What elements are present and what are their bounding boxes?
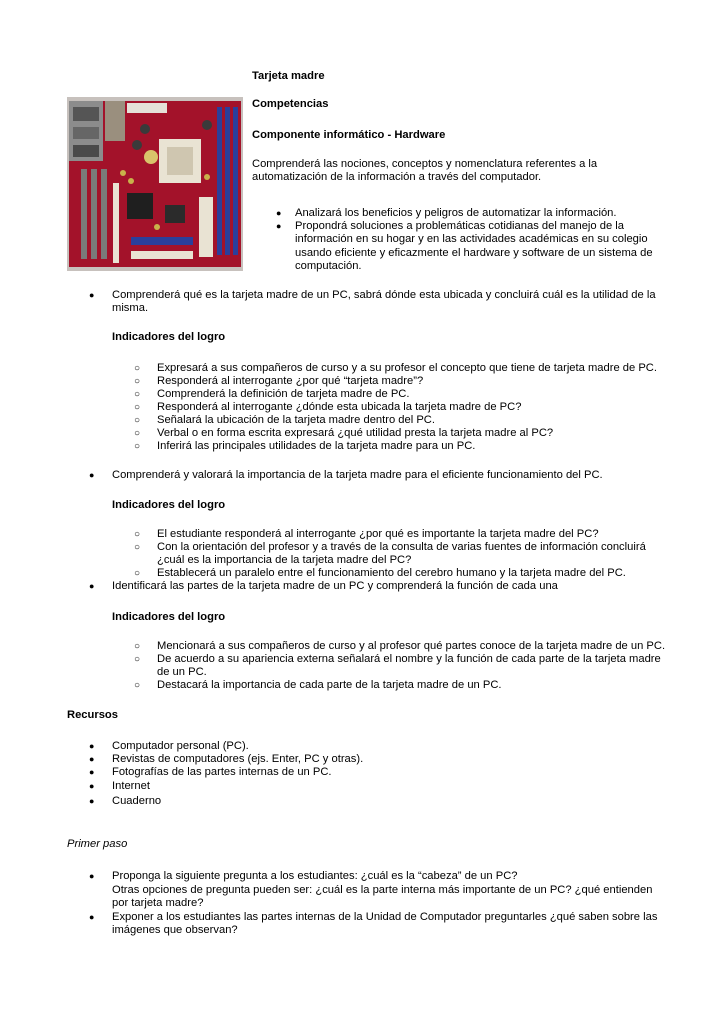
bullet-icon: ● [89, 796, 95, 806]
recurso-item: Revistas de computadores (ejs. Enter, PC y otras). [112, 753, 364, 765]
indicador-item: Con la orientación del profesor y a través de la consulta de varias fuentes de información concluirá ¿cuál es la importancia de la tarjeta madre del PC? [157, 541, 646, 567]
paso-item-continuation: Otras opciones de pregunta pueden ser: ¿cuál es la parte interna más importante de un PC? ¿qué entienden por tarjeta madre? [112, 884, 653, 910]
circle-bullet-icon: ○ [134, 680, 141, 691]
paso-item: Exponer a los estudiantes las partes internas de la Unidad de Computador preguntarles ¿qué saben sobre las imágenes que observan? [112, 911, 658, 937]
indicadores-heading: Indicadores del logro [112, 499, 226, 511]
competencia-bullet: Analizará los beneficios y peligros de automatizar la información. [295, 207, 617, 219]
indicador-item: Verbal o en forma escrita expresará ¿qué utilidad presta la tarjeta madre al PC? [157, 427, 554, 439]
logro-text: Comprenderá y valorará la importancia de la tarjeta madre para el eficiente funcionamiento del PC. [112, 469, 603, 481]
recurso-item: Internet [112, 780, 150, 792]
motherboard-illustration [67, 97, 243, 271]
circle-bullet-icon: ○ [134, 389, 141, 400]
circle-bullet-icon: ○ [134, 428, 141, 439]
bullet-icon: ● [276, 221, 282, 231]
recurso-item: Fotografías de las partes internas de un PC. [112, 766, 332, 778]
indicador-item: Señalará la ubicación de la tarjeta madre dentro del PC. [157, 414, 435, 426]
recursos-heading: Recursos [67, 709, 118, 721]
indicadores-heading: Indicadores del logro [112, 611, 226, 623]
page-title: Tarjeta madre [252, 70, 325, 82]
indicador-item: Comprenderá la definición de tarjeta madre de PC. [157, 388, 410, 400]
recurso-item: Cuaderno [112, 795, 162, 807]
bullet-icon: ● [89, 290, 95, 300]
competencias-heading: Competencias [252, 98, 329, 110]
primer-paso-heading: Primer paso [67, 838, 128, 850]
indicador-item: Destacará la importancia de cada parte de la tarjeta madre de un PC. [157, 679, 502, 691]
bullet-icon: ● [89, 781, 95, 791]
paso-item: Proponga la siguiente pregunta a los estudiantes: ¿cuál es la “cabeza” de un PC? [112, 870, 518, 882]
circle-bullet-icon: ○ [134, 402, 141, 413]
indicador-item: Mencionará a sus compañeros de curso y al profesor qué partes conoce de la tarjeta madre de un PC. [157, 640, 666, 652]
indicadores-heading: Indicadores del logro [112, 331, 226, 343]
circle-bullet-icon: ○ [134, 568, 141, 579]
bullet-icon: ● [89, 470, 95, 480]
motherboard-image [67, 97, 243, 271]
circle-bullet-icon: ○ [134, 376, 141, 387]
indicador-item: Expresará a sus compañeros de curso y a su profesor el concepto que tiene de tarjeta madre de PC. [157, 362, 657, 374]
circle-bullet-icon: ○ [134, 363, 141, 374]
circle-bullet-icon: ○ [134, 641, 141, 652]
bullet-icon: ● [89, 741, 95, 751]
componente-heading: Componente informático - Hardware [252, 129, 446, 141]
competencia-bullet: Propondrá soluciones a problemáticas cotidianas del manejo de la información en su hogar y en las actividades académicas en su colegio usando eficiente y eficazmente el hardware y software de un sistema de computación. [295, 220, 653, 273]
bullet-icon: ● [89, 754, 95, 764]
bullet-icon: ● [276, 208, 282, 218]
circle-bullet-icon: ○ [134, 654, 141, 665]
circle-bullet-icon: ○ [134, 441, 141, 452]
bullet-icon: ● [89, 871, 95, 881]
indicador-item: Responderá al interrogante ¿dónde esta ubicada la tarjeta madre de PC? [157, 401, 522, 413]
logro-text: Comprenderá qué es la tarjeta madre de un PC, sabrá dónde esta ubicada y concluirá cuál es la utilidad de la misma. [112, 289, 656, 315]
circle-bullet-icon: ○ [134, 415, 141, 426]
indicador-item: El estudiante responderá al interrogante ¿por qué es importante la tarjeta madre del PC? [157, 528, 599, 540]
indicador-item: Inferirá las principales utilidades de la tarjeta madre para un PC. [157, 440, 476, 452]
recurso-item: Computador personal (PC). [112, 740, 249, 752]
indicador-item: Establecerá un paralelo entre el funcionamiento del cerebro humano y la tarjeta madre del PC. [157, 567, 626, 579]
circle-bullet-icon: ○ [134, 542, 141, 553]
indicador-item: De acuerdo a su apariencia externa señalará el nombre y la función de cada parte de la tarjeta madre de un PC. [157, 653, 661, 679]
competencia-description: Comprenderá las nociones, conceptos y nomenclatura referentes a la automatización de la información a través del computador. [252, 158, 598, 184]
indicador-item: Responderá al interrogante ¿por qué “tarjeta madre”? [157, 375, 424, 387]
circle-bullet-icon: ○ [134, 529, 141, 540]
bullet-icon: ● [89, 581, 95, 591]
bullet-icon: ● [89, 767, 95, 777]
logro-text: Identificará las partes de la tarjeta madre de un PC y comprenderá la función de cada una [112, 580, 558, 592]
bullet-icon: ● [89, 912, 95, 922]
